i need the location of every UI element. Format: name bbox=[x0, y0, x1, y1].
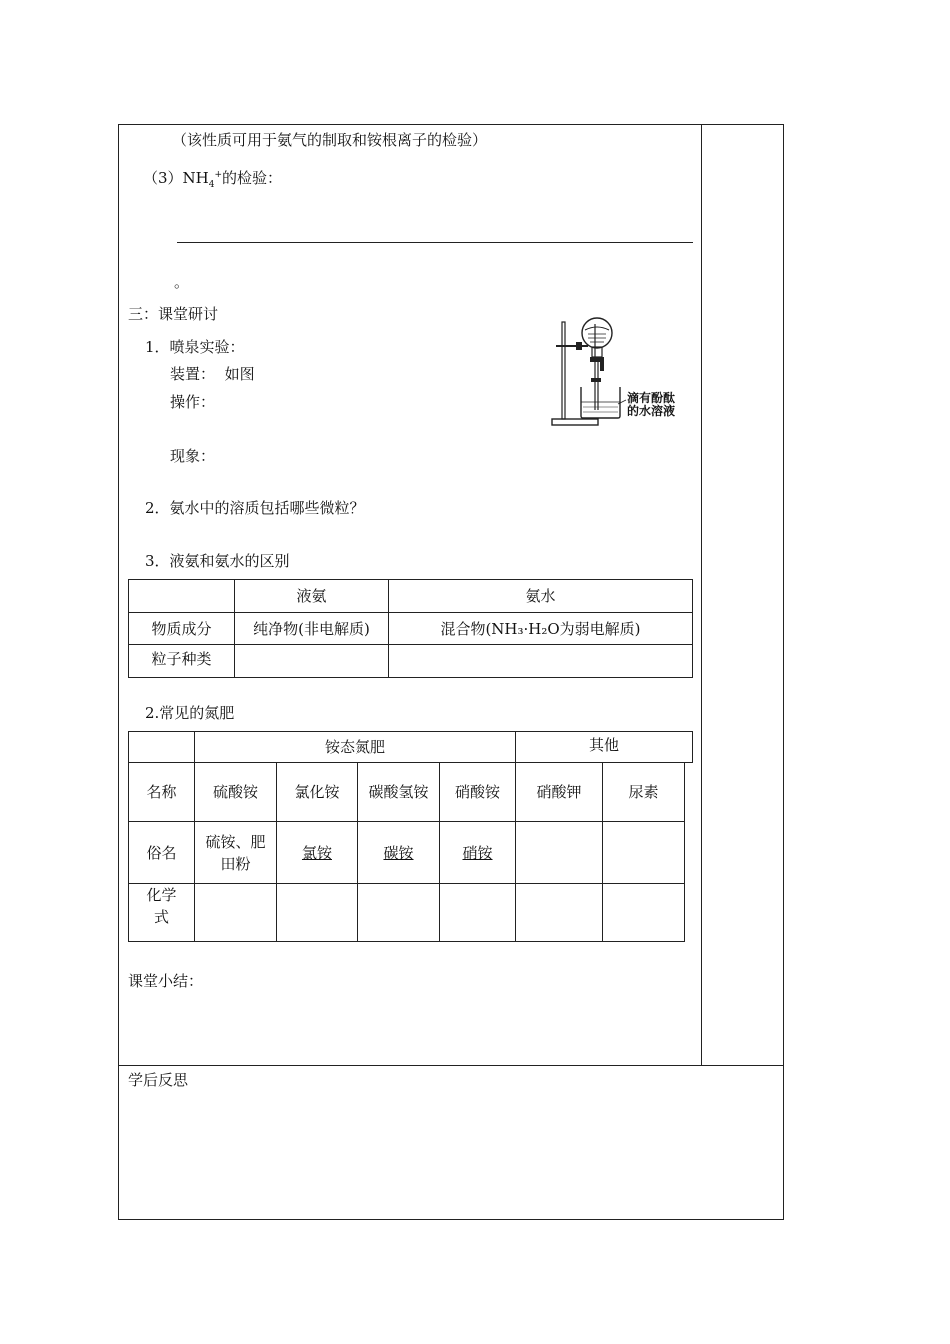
table-header-cell: 铵态氮肥 bbox=[195, 732, 516, 763]
table-header-cell: 其他 bbox=[516, 732, 693, 763]
fertilizer-group-header bbox=[128, 731, 693, 763]
table-header-cell: 氨水 bbox=[389, 580, 693, 613]
phenomenon-label: 现象： bbox=[170, 447, 216, 465]
table-cell bbox=[389, 645, 693, 678]
table-cell: 粒子种类 bbox=[129, 645, 235, 678]
ammonia-water-question: 2．氨水中的溶质包括哪些微粒？ bbox=[145, 499, 365, 517]
reflection-label: 学后反思 bbox=[128, 1071, 189, 1089]
formula-cell bbox=[440, 884, 516, 942]
fertilizer-name: 碳酸氢铵 bbox=[358, 763, 440, 822]
table-header-cell bbox=[129, 580, 235, 613]
formula-cell bbox=[277, 884, 358, 942]
property-note: （该性质可用于氨气的制取和铵根离子的检验） bbox=[172, 131, 488, 149]
table-cell: 物质成分 bbox=[129, 613, 235, 645]
fertilizer-name: 硫酸铵 bbox=[195, 763, 277, 822]
period-mark: 。 bbox=[174, 273, 190, 291]
table-header-cell bbox=[129, 732, 195, 763]
common-name: 硝铵 bbox=[440, 822, 516, 884]
fertilizer-name: 硝酸钾 bbox=[516, 763, 603, 822]
common-name: 碳铵 bbox=[358, 822, 440, 884]
common-name bbox=[603, 822, 685, 884]
class-summary-label: 课堂小结： bbox=[128, 972, 204, 990]
figure-label: 滴有酚酞 的水溶液 bbox=[627, 391, 676, 418]
fountain-experiment-label: 1．喷泉实验： bbox=[145, 338, 245, 356]
common-name: 氯铵 bbox=[277, 822, 358, 884]
fertilizer-name: 硝酸铵 bbox=[440, 763, 516, 822]
section-heading: 三：课堂研讨 bbox=[128, 305, 219, 323]
fertilizer-name: 尿素 bbox=[603, 763, 685, 822]
row-label: 名称 bbox=[129, 763, 195, 822]
side-column-divider bbox=[701, 124, 702, 1065]
common-name bbox=[516, 822, 603, 884]
liquid-ammonia-comparison-table bbox=[128, 579, 693, 678]
table-cell: 纯净物(非电解质) bbox=[235, 613, 389, 645]
table-header-cell: 液氨 bbox=[235, 580, 389, 613]
formula-cell bbox=[195, 884, 277, 942]
row-label: 俗名 bbox=[129, 822, 195, 884]
fertilizer-name: 氯化铵 bbox=[277, 763, 358, 822]
fertilizer-table bbox=[128, 762, 685, 942]
formula-cell bbox=[358, 884, 440, 942]
operation-label: 操作： bbox=[170, 393, 216, 411]
fertilizer-title: 2.常见的氮肥 bbox=[145, 704, 235, 722]
table-cell: 混合物(NH₃·H₂O为弱电解质) bbox=[389, 613, 693, 645]
ammonium-test-heading: $(3)NH_4^+$的检验： bbox=[143, 169, 283, 190]
row-label: 化学式 bbox=[129, 884, 195, 942]
table-cell bbox=[235, 645, 389, 678]
formula-cell bbox=[603, 884, 685, 942]
formula-cell bbox=[516, 884, 603, 942]
reflection-divider bbox=[118, 1065, 784, 1066]
difference-question: 3．液氨和氨水的区别 bbox=[145, 552, 290, 570]
device-label: 装置： 如图 bbox=[170, 365, 255, 383]
answer-line bbox=[177, 242, 693, 243]
common-name: 硫铵、肥田粉 bbox=[195, 822, 277, 884]
